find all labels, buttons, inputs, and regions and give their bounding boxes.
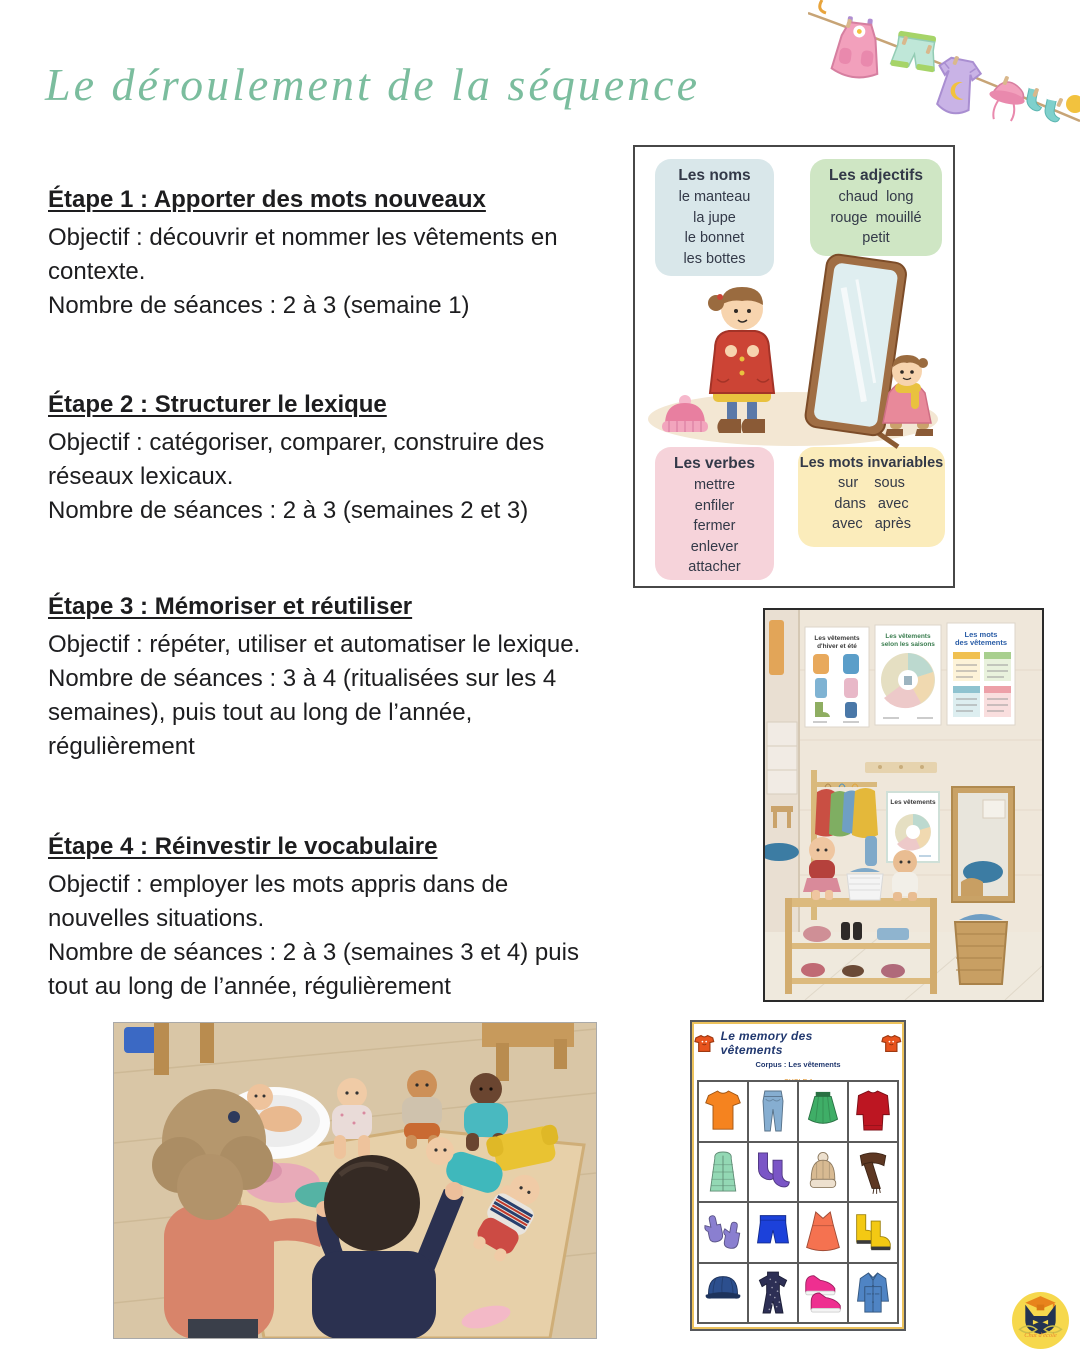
logo-caption: Chat d'école: [1024, 1332, 1057, 1339]
memory-item-socks: [748, 1142, 798, 1203]
memory-item-skirt: [798, 1081, 848, 1142]
vocab-box-title: Les verbes: [674, 455, 755, 472]
vocab-word: enlever: [690, 538, 739, 555]
svg-text:Les vêtements: Les vêtements: [890, 799, 936, 806]
etape-text-line: Objectif : répéter, utiliser et automatiser le lexique.: [48, 631, 581, 658]
memory-item-scarf: [848, 1142, 898, 1203]
svg-text:Les vêtementsd'hiver et été: Les vêtements d'hiver et été: [814, 635, 860, 650]
etape-text-line: semaines), puis tout au long de l’année,: [48, 699, 473, 726]
vocab-word: la jupe: [693, 209, 736, 226]
etape-text-line: Nombre de séances : 2 à 3 (semaines 3 et 4) puis: [48, 939, 579, 966]
etape-block: [48, 390, 544, 528]
clothesline-decoration: [808, 0, 1080, 150]
vocab-word: enfiler: [694, 497, 735, 514]
memory-inner-frame: [692, 1022, 904, 1329]
doll-white: [892, 850, 918, 901]
vocab-word: rouge mouillé: [830, 209, 922, 226]
page-title: Le déroulement de la séquence: [45, 59, 700, 110]
sun-toy-icon: [1066, 95, 1080, 113]
etape-text-line: régulièrement: [48, 733, 195, 760]
vocab-word: attacher: [688, 559, 741, 575]
poster-hiver-ete: [805, 627, 869, 727]
mirror: [952, 787, 1014, 902]
baby-shorts-icon: [890, 30, 939, 72]
chair-leg: [200, 1023, 214, 1063]
classroom-photo: [763, 608, 1044, 1002]
etape-heading: Étape 3 : Mémoriser et réutiliser: [48, 593, 413, 620]
memory-item-shorts: [748, 1202, 798, 1263]
memory-item-denim: [848, 1263, 898, 1324]
tshirt-mascot-icon: [694, 1034, 715, 1053]
vocab-word: mettre: [693, 477, 736, 493]
hanger-hook-icon: [820, 0, 826, 13]
etape-text-line: tout au long de l’année, régulièrement: [48, 973, 451, 1000]
baby-hat-icon: [984, 78, 1028, 125]
memory-item-tshirt: [698, 1081, 748, 1142]
vocab-word: sur sous: [838, 475, 905, 491]
etape-text-line: nouvelles situations.: [48, 905, 265, 932]
children-playing-photo: [113, 1022, 597, 1339]
etape-heading: Étape 1 : Apporter des mots nouveaux: [48, 186, 486, 213]
vocab-word: le manteau: [678, 189, 751, 205]
vocab-box-adjectifs: [810, 159, 942, 256]
memory-item-jeans: [748, 1081, 798, 1142]
etape-text-line: Objectif : employer les mots appris dans de: [48, 871, 509, 898]
vocab-word: petit: [862, 230, 890, 246]
etape-text-line: Objectif : découvrir et nommer les vêtements en: [48, 224, 558, 251]
vocab-word: les bottes: [683, 250, 746, 267]
poster-les-vetements: [887, 792, 939, 862]
svg-text:Les vêtementsselon les saisons: Les vêtements selon les saisons: [881, 633, 935, 648]
memory-subtitle: Corpus : Les vêtements: [755, 1060, 841, 1069]
memory-item-boots: [848, 1202, 898, 1263]
vocab-box-invariables: [798, 447, 945, 547]
etape-block: [48, 832, 579, 1004]
memory-item-cap: [698, 1263, 748, 1324]
memory-item-sweater: [848, 1081, 898, 1142]
etape-block: [48, 185, 558, 323]
memory-grid: [697, 1080, 899, 1324]
vocab-word: chaud long: [838, 189, 914, 205]
etape-block: [48, 592, 580, 764]
svg-text:Les motsdes vêtements: Les mots des vêtements: [954, 630, 1008, 647]
etape-heading: Étape 4 : Réinvestir le vocabulaire: [48, 833, 438, 860]
vocab-word: fermer: [693, 518, 736, 534]
memory-item-puffer: [698, 1142, 748, 1203]
memory-title: Le memory des vêtements: [720, 1029, 813, 1057]
girl-mirror-illustration: [635, 251, 957, 451]
vocab-word: dans avec: [834, 495, 909, 512]
tshirt-mascot-icon: [881, 1034, 902, 1053]
chair-leg: [154, 1023, 169, 1075]
poster-saisons: [875, 625, 941, 725]
memory-item-sneakers: [798, 1263, 848, 1324]
memory-item-beanie: [798, 1142, 848, 1203]
baby-onesie-icon: [931, 56, 983, 117]
vocab-word: avec après: [832, 516, 911, 532]
etape-text-line: Nombre de séances : 2 à 3 (semaines 2 et 3): [48, 497, 529, 524]
memory-item-pajamas: [748, 1263, 798, 1324]
vocab-word: le bonnet: [684, 230, 745, 246]
etape-text-line: Nombre de séances : 2 à 3 (semaine 1): [48, 292, 470, 319]
wicker-basket: [955, 914, 1007, 984]
vocab-box-verbes: [655, 447, 774, 580]
doll-orange-pants: [402, 1070, 442, 1149]
etape-text-line: contexte.: [48, 258, 146, 285]
vocab-box-title: Les mots invariables: [799, 455, 944, 471]
memory-item-dress: [798, 1202, 848, 1263]
memory-game-card: [690, 1020, 906, 1331]
etape-text-line: réseaux lexicaux.: [48, 463, 234, 490]
vocab-box-title: Les noms: [678, 167, 751, 184]
etape-text-line: Objectif : catégoriser, comparer, construire des: [48, 429, 545, 456]
memory-item-gloves: [698, 1202, 748, 1263]
vocab-box-title: Les adjectifs: [829, 167, 923, 184]
blue-basket: [124, 1027, 158, 1053]
vocabulary-card: [633, 145, 955, 588]
etape-text-line: Nombre de séances : 3 à 4 (ritualisées sur les 4: [48, 665, 557, 692]
logo-chat-decole: [1012, 1292, 1069, 1349]
etape-heading: Étape 2 : Structurer le lexique: [48, 391, 387, 418]
poster-mots-vetements: [947, 623, 1015, 725]
